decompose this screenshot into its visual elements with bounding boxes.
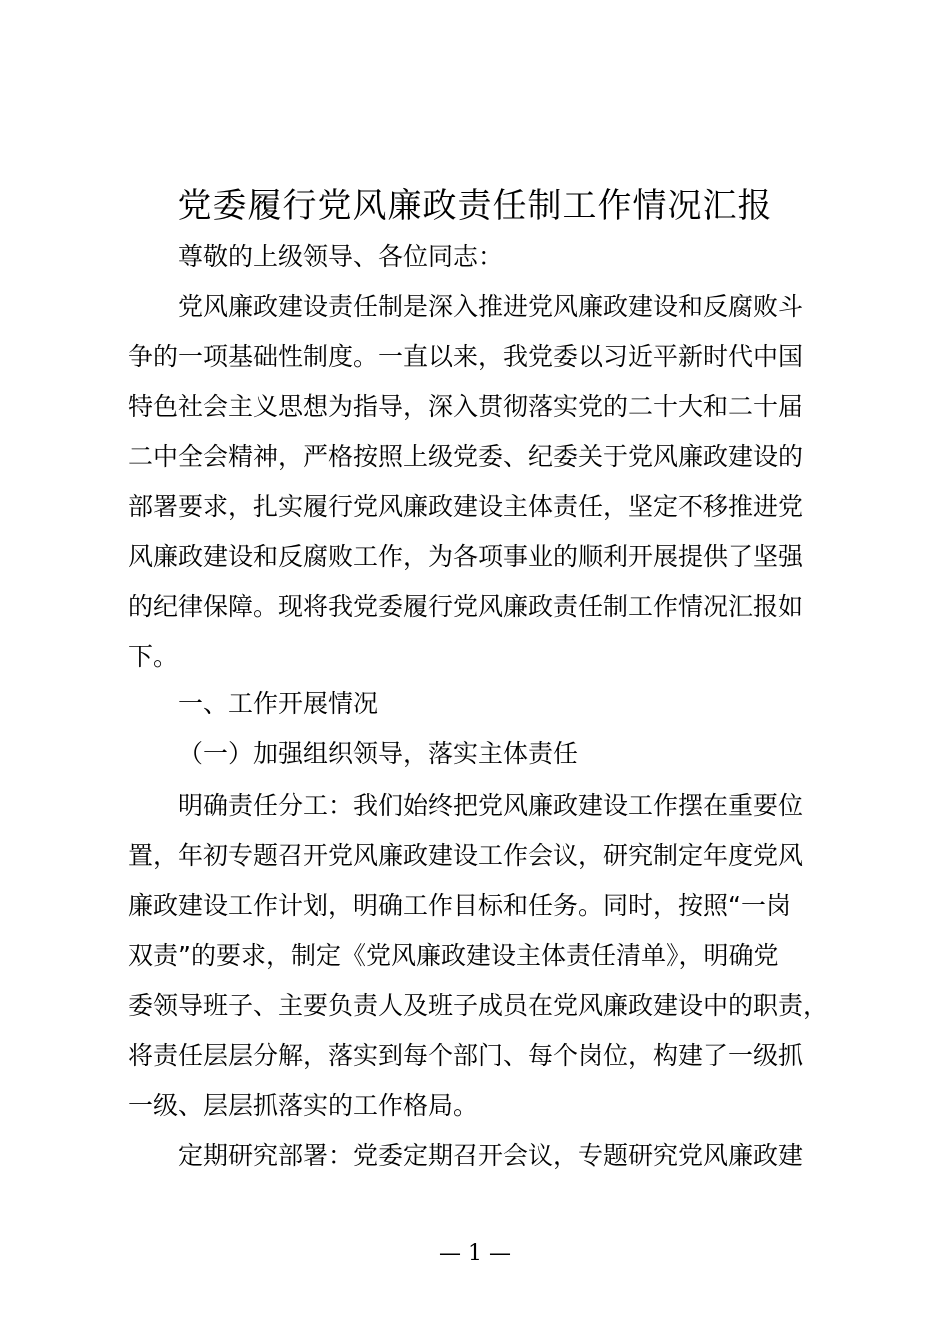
paragraph-line: 廉政建设工作计划，明确工作目标和任务。同时，按照“一岗 <box>128 891 791 920</box>
paragraph-line: 定期研究部署：党委定期召开会议，专题研究党风廉政建 <box>178 1141 804 1170</box>
paragraph-line: 置，年初专题召开党风廉政建设工作会议，研究制定年度党风 <box>128 841 804 870</box>
paragraph-line: 特色社会主义思想为指导，深入贯彻落实党的二十大和二十届 <box>128 392 804 421</box>
paragraph-line: 明确责任分工：我们始终把党风廉政建设工作摆在重要位 <box>178 791 804 820</box>
paragraph-line: 部署要求，扎实履行党风廉政建设主体责任，坚定不移推进党 <box>128 492 804 521</box>
paragraph-line: 的纪律保障。现将我党委履行党风廉政责任制工作情况汇报如 <box>128 592 804 621</box>
salutation: 尊敬的上级领导、各位同志： <box>178 242 504 271</box>
paragraph-line: 委领导班子、主要负责人及班子成员在党风廉政建设中的职责， <box>128 991 829 1020</box>
paragraph-line: 风廉政建设和反腐败工作，为各项事业的顺利开展提供了坚强 <box>128 542 804 571</box>
subsection-heading: （一）加强组织领导，落实主体责任 <box>178 739 579 768</box>
paragraph-line: 将责任层层分解，落实到每个部门、每个岗位，构建了一级抓 <box>128 1041 804 1070</box>
page-number: — 1 — <box>439 1241 511 1266</box>
paragraph-line: 下。 <box>128 642 179 671</box>
paragraph-line: 争的一项基础性制度。一直以来，我党委以习近平新时代中国 <box>128 342 804 371</box>
paragraph-line: 党风廉政建设责任制是深入推进党风廉政建设和反腐败斗 <box>178 292 804 321</box>
document-title: 党委履行党风廉政责任制工作情况汇报 <box>177 186 773 226</box>
paragraph-line: 二中全会精神，严格按照上级党委、纪委关于党风廉政建设的 <box>128 442 804 471</box>
paragraph-line: 一级、层层抓落实的工作格局。 <box>128 1091 479 1120</box>
section-heading: 一、工作开展情况 <box>178 689 379 718</box>
paragraph-line: 双责”的要求，制定《党风廉政建设主体责任清单》，明确党 <box>128 941 779 970</box>
